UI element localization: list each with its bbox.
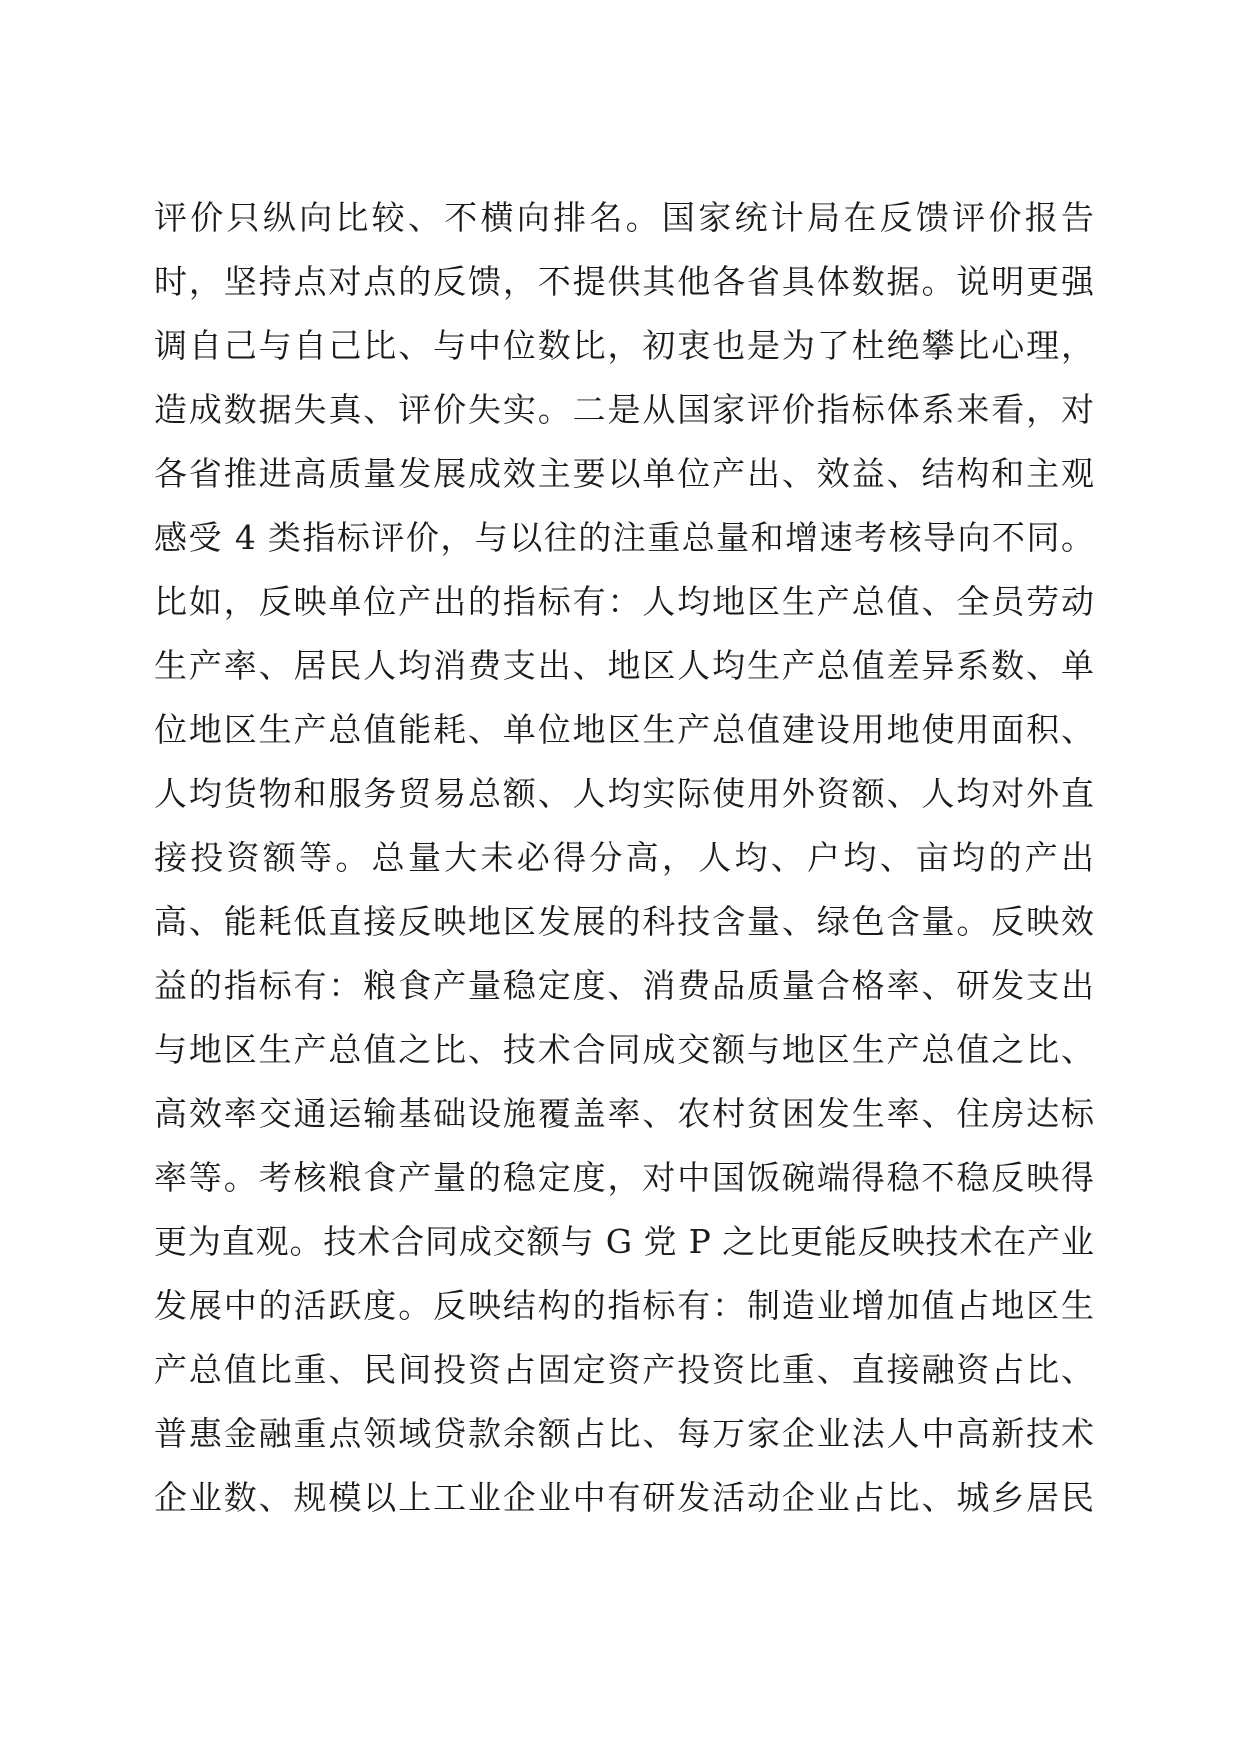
- text-line: 与地区生产总值之比、技术合同成交额与地区生产总值之比、: [154, 1030, 1094, 1069]
- text-line: 评价只纵向比较、不横向排名。国家统计局在反馈评价报告: [154, 198, 1094, 237]
- text-line: 生产率、居民人均消费支出、地区人均生产总值差异系数、单: [154, 646, 1094, 685]
- text-line: 发展中的活跃度。反映结构的指标有：制造业增加值占地区生: [154, 1286, 1094, 1325]
- text-line: 接投资额等。总量大未必得分高，人均、户均、亩均的产出: [154, 838, 1094, 877]
- text-line: 各省推进高质量发展成效主要以单位产出、效益、结构和主观: [154, 454, 1094, 493]
- body-text: [154, 186, 1094, 1530]
- text-line: 时，坚持点对点的反馈，不提供其他各省具体数据。说明更强: [154, 262, 1094, 301]
- text-line: 企业数、规模以上工业企业中有研发活动企业占比、城乡居民: [154, 1478, 1094, 1517]
- text-line: 高、能耗低直接反映地区发展的科技含量、绿色含量。反映效: [154, 902, 1094, 941]
- text-line: 产总值比重、民间投资占固定资产投资比重、直接融资占比、: [154, 1350, 1094, 1389]
- text-line: 比如，反映单位产出的指标有：人均地区生产总值、全员劳动: [154, 582, 1094, 621]
- text-line: 造成数据失真、评价失实。二是从国家评价指标体系来看，对: [154, 390, 1094, 429]
- text-line: 位地区生产总值能耗、单位地区生产总值建设用地使用面积、: [154, 710, 1094, 749]
- text-line: 更为直观。技术合同成交额与 G 党 P 之比更能反映技术在产业: [154, 1222, 1094, 1261]
- text-line: 人均货物和服务贸易总额、人均实际使用外资额、人均对外直: [154, 774, 1094, 813]
- text-line: 率等。考核粮食产量的稳定度，对中国饭碗端得稳不稳反映得: [154, 1158, 1094, 1197]
- text-line: 益的指标有：粮食产量稳定度、消费品质量合格率、研发支出: [154, 966, 1094, 1005]
- text-line: 高效率交通运输基础设施覆盖率、农村贫困发生率、住房达标: [154, 1094, 1094, 1133]
- text-line: 普惠金融重点领域贷款余额占比、每万家企业法人中高新技术: [154, 1414, 1094, 1453]
- text-line: 调自己与自己比、与中位数比，初衷也是为了杜绝攀比心理，: [154, 326, 1094, 365]
- text-line: 感受 4 类指标评价，与以往的注重总量和增速考核导向不同。: [154, 518, 1094, 557]
